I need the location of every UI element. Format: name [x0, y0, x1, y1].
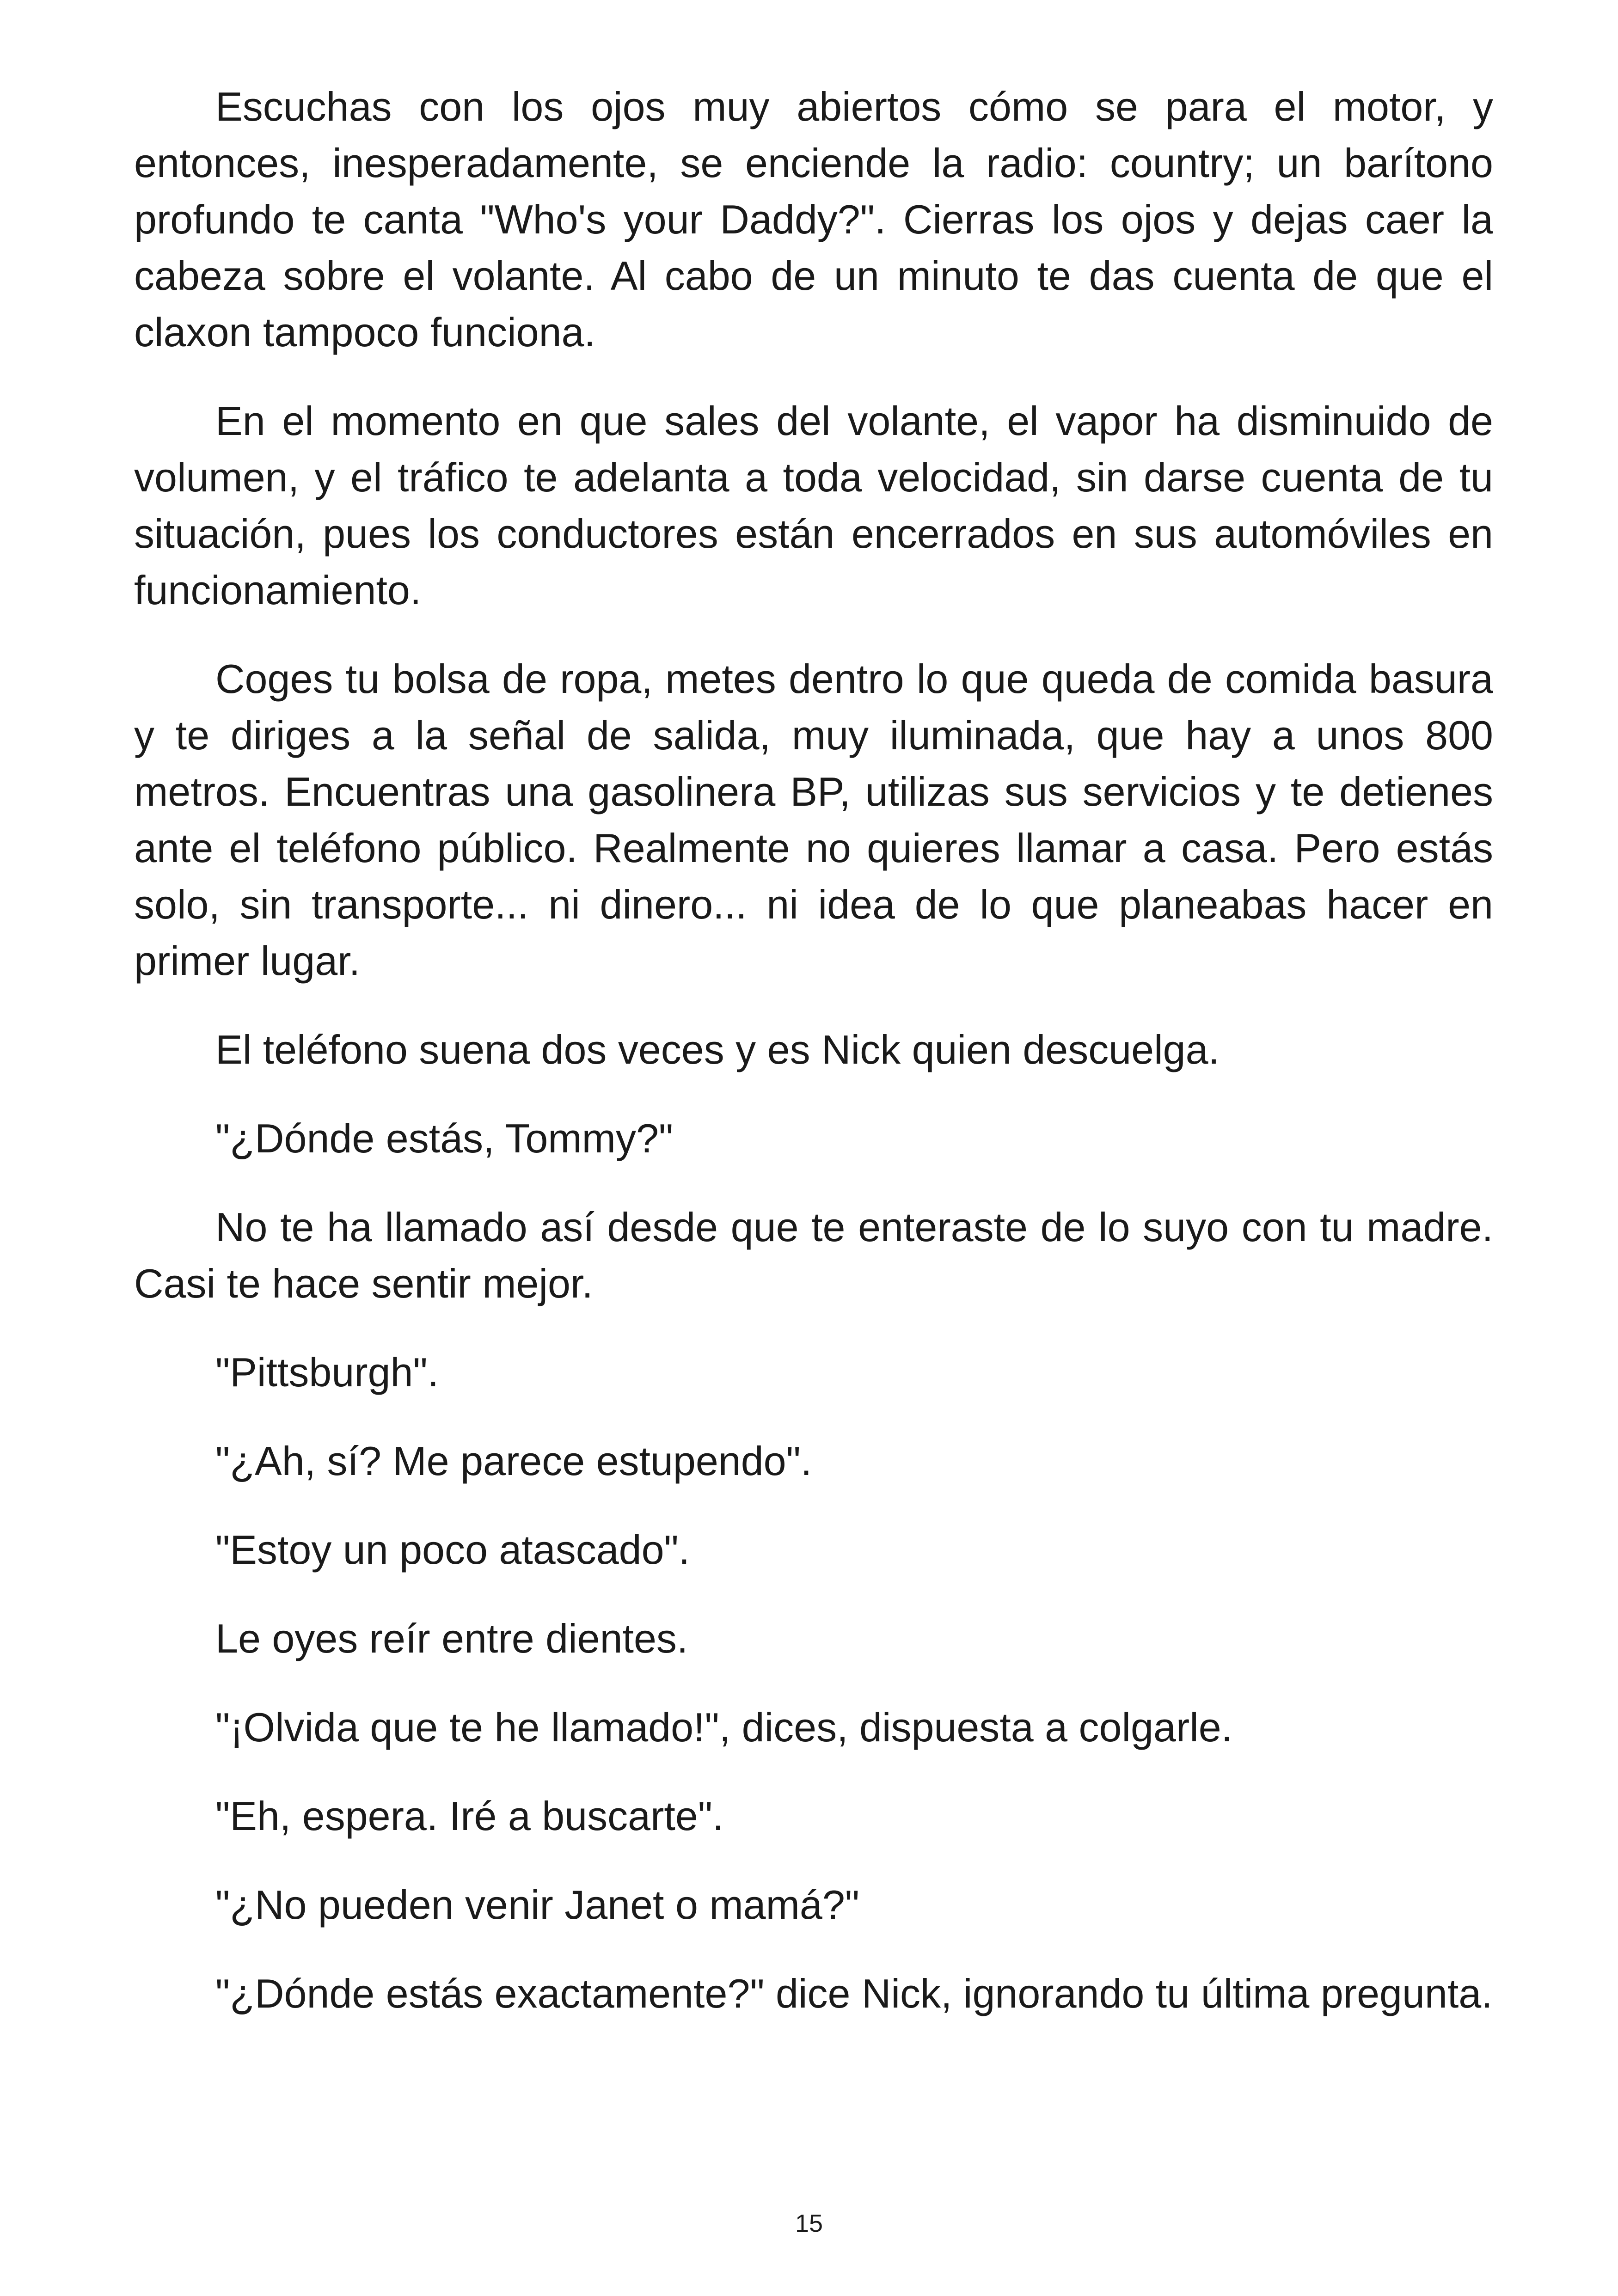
body-text: [134, 79, 1493, 2054]
dialogue-line: "Estoy un poco atascado".: [215, 1527, 690, 1573]
dialogue-line: "Pittsburgh".: [215, 1349, 439, 1395]
dialogue-line: "¿No pueden venir Janet o mamá?": [215, 1882, 860, 1928]
paragraph: No te ha llamado así desde que te enteraste de lo suyo con tu madre. Casi te hace sentir mejor.: [134, 1204, 1493, 1306]
dialogue-line: "¡Olvida que te he llamado!", dices, dispuesta a colgarle.: [215, 1704, 1233, 1750]
dialogue-line: "¿Dónde estás, Tommy?": [215, 1115, 674, 1161]
paragraph: En el momento en que sales del volante, el vapor ha disminuido de volumen, y el tráfico te adelanta a toda velocidad, sin darse cuenta de tu situación, pues los conductores están encerrados en sus automóviles en funcionamiento.: [134, 398, 1493, 613]
paragraph: Le oyes reír entre dientes.: [215, 1616, 688, 1661]
page-number: 15: [795, 2210, 823, 2237]
dialogue-line: "¿Dónde estás exactamente?" dice Nick, ignorando tu última pregunta.: [215, 1971, 1493, 2016]
paragraph: El teléfono suena dos veces y es Nick quien descuelga.: [215, 1027, 1220, 1072]
paragraph: Coges tu bolsa de ropa, metes dentro lo que queda de comida basura y te diriges a la señal de salida, muy iluminada, que hay a unos 800 metros. Encuentras una gasolinera BP, utilizas sus servicios y te detienes ante el teléfono público. Realmente no quieres llamar a casa. Pero estás solo, sin transporte... ni dinero... ni idea de lo que planeabas hacer en primer lugar.: [134, 656, 1493, 984]
dialogue-line: "¿Ah, sí? Me parece estupendo".: [215, 1438, 812, 1484]
paragraph: Escuchas con los ojos muy abiertos cómo se para el motor, y entonces, inesperadamente, se enciende la radio: country; un barítono profundo te canta "Who's your Daddy?". Cierras los ojos y dejas caer la cabeza sobre el volante. Al cabo de un minuto te das cuenta de que el claxon tampoco funciona.: [134, 84, 1493, 355]
dialogue-line: "Eh, espera. Iré a buscarte".: [215, 1793, 724, 1839]
